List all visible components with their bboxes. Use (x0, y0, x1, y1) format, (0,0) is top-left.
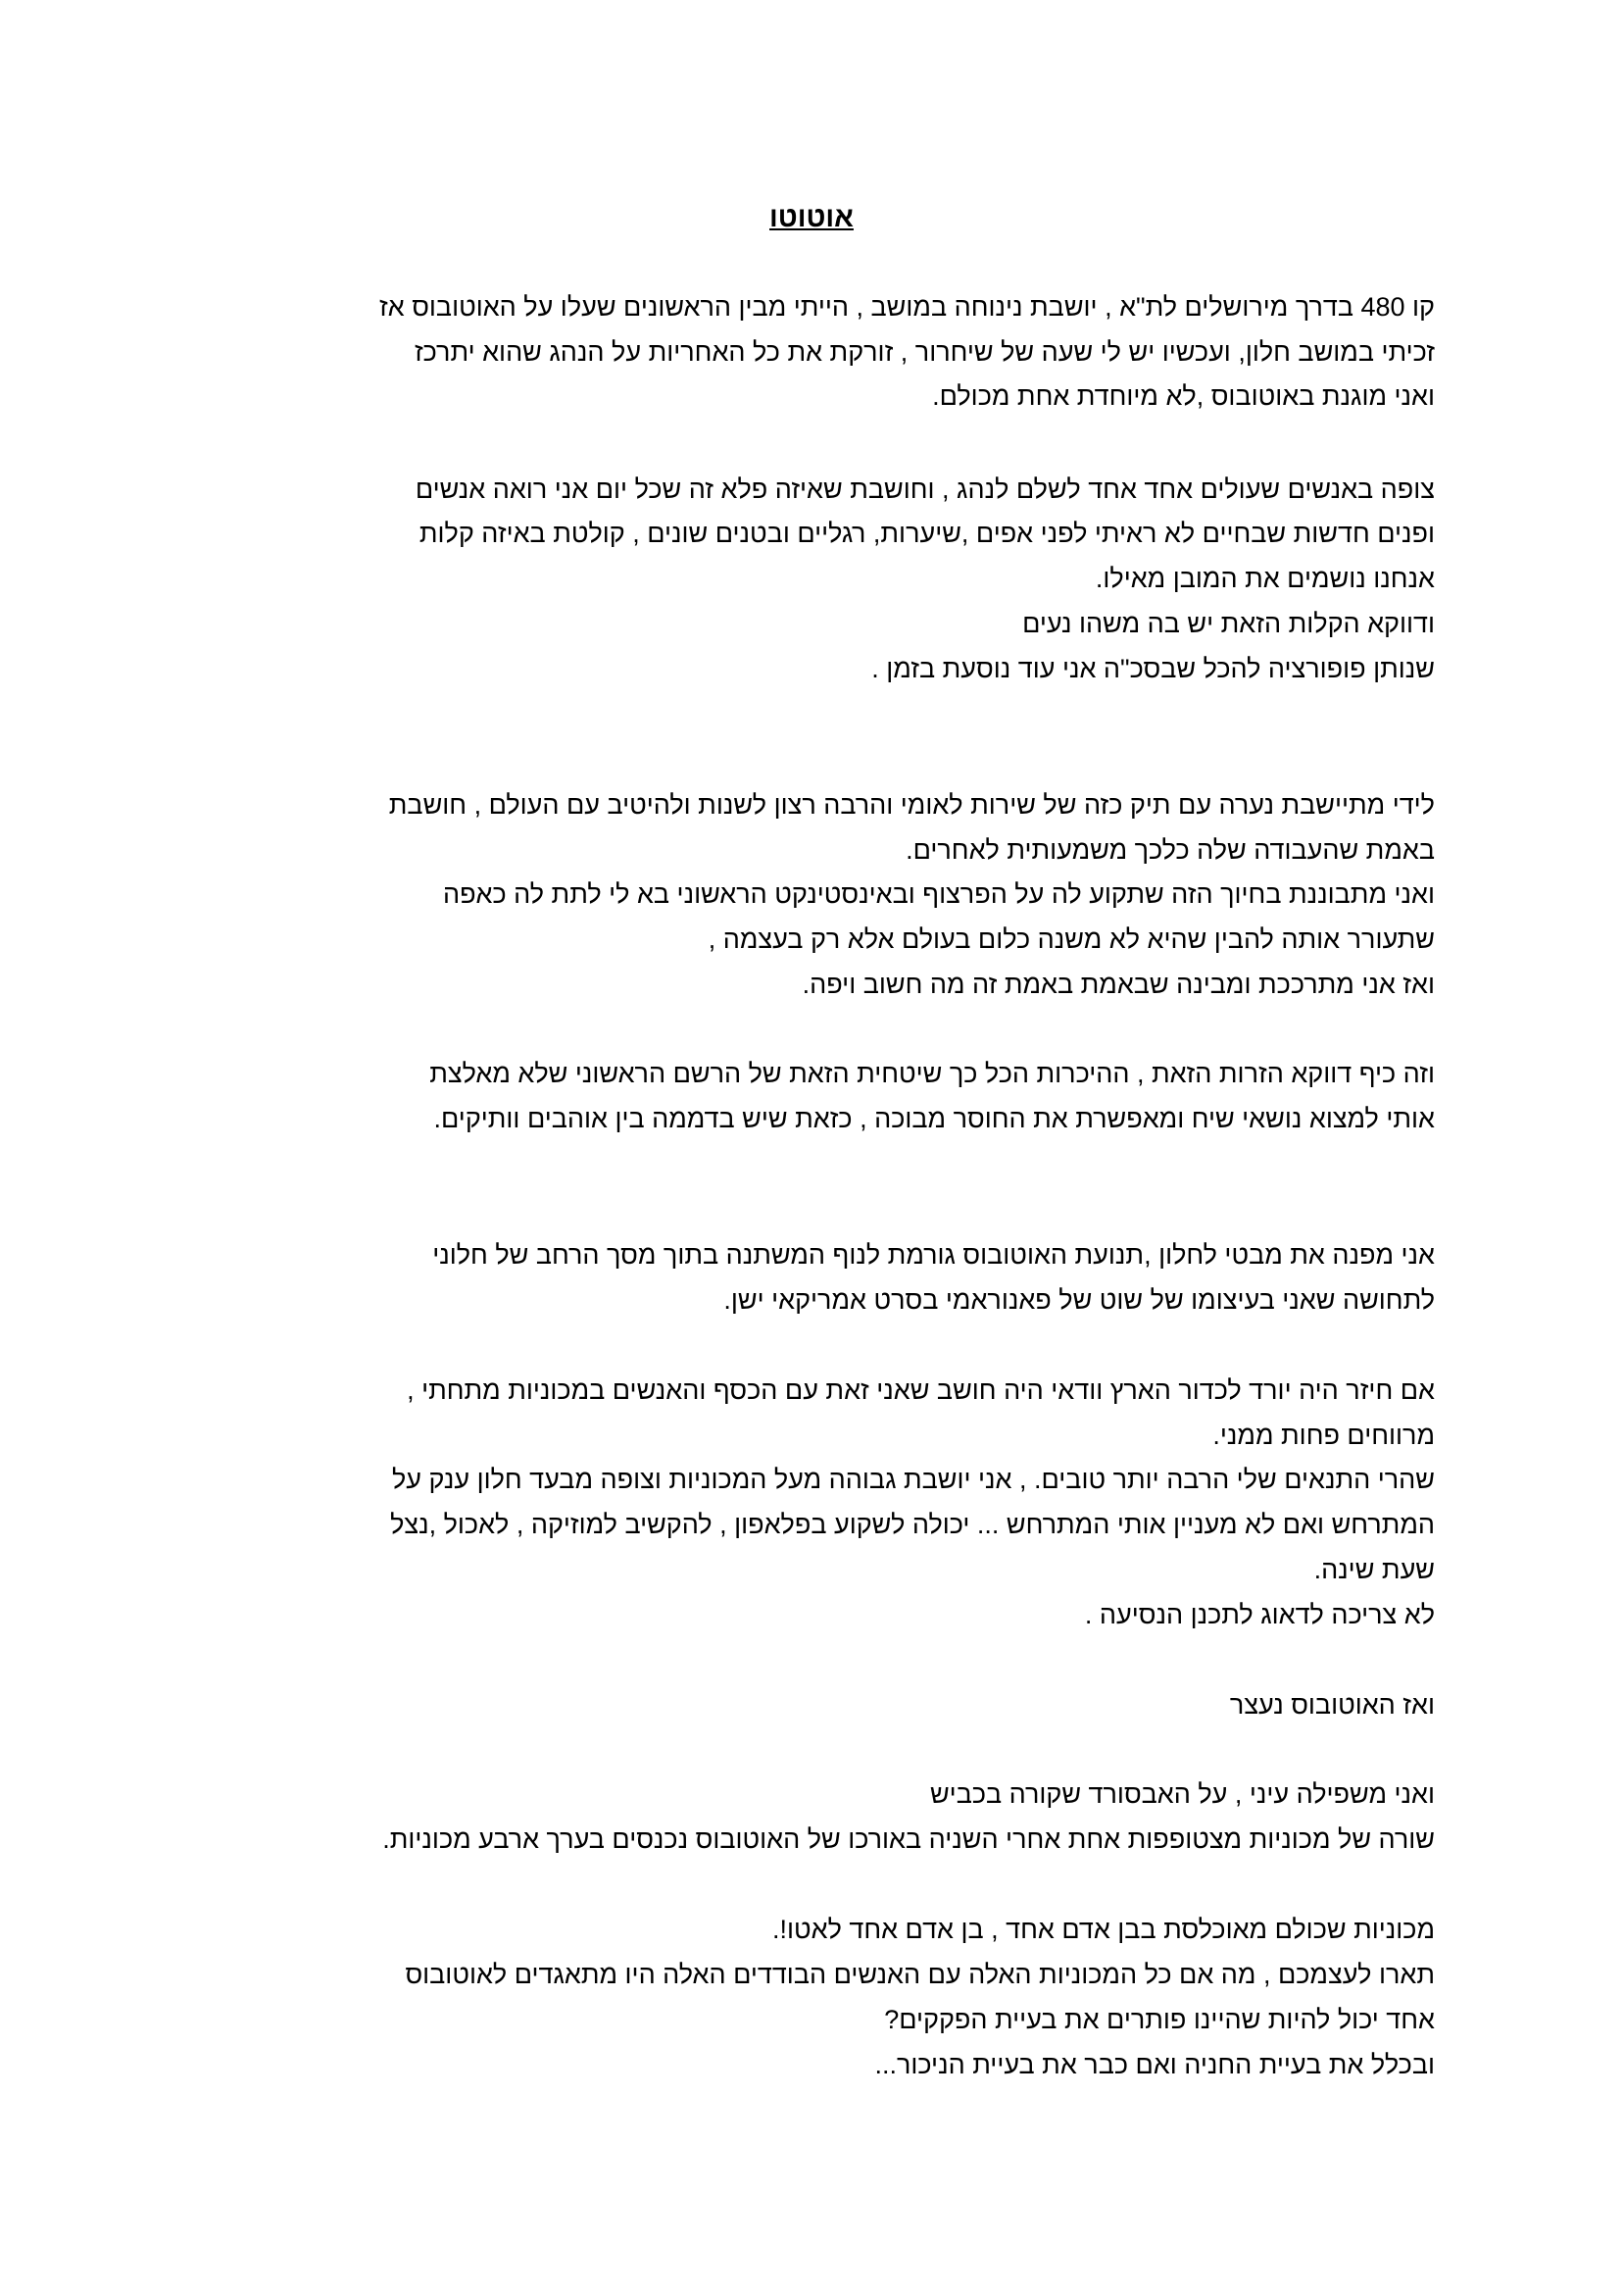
text-line: שתעורר אותה להבין שהיא לא משנה כלום בעולם אלא רק בעצמה , (708, 924, 1435, 954)
text-line: מכוניות שכולם מאוכלסת בבן אדם אחד , בן אדם אחד לאטו!. (771, 1915, 1435, 1944)
document-title: אוטוטו (769, 202, 854, 233)
text-line: אני מפנה את מבטי לחלון ,תנועת האוטובוס גורמת לנוף המשתנה בתוך מסך הרחב של חלוני (432, 1240, 1435, 1270)
text-line: אחד יכול להיות שהיינו פותרים את בעיית הפקקים? (884, 2005, 1435, 2034)
text-line: ופנים חדשות שבחיים לא ראיתי לפני אפים ,שיערות, רגליים ובטנים שונים , קולטת באיזה קלות (418, 519, 1435, 548)
text-line: שורה של מכוניות מצטופפות אחת אחרי השניה באורכו של האוטובוס נכנסים בערך ארבע מכוניות. (382, 1824, 1435, 1854)
text-line: המתרחש ואם לא מעניין אותי המתרחש ... יכולה לשקוע בפלאפון , להקשיב למוזיקה , לאכול ,נצל (390, 1510, 1435, 1539)
text-line: ודווקא הקלות הזאת יש בה משהו נעים (1022, 609, 1435, 638)
text-line: אם חיזר היה יורד לכדור הארץ וודאי היה חושב שאני זאת עם הכסף והאנשים במכוניות מתחתי , (407, 1375, 1435, 1405)
text-line: ואז האוטובוס נעצר (1229, 1690, 1435, 1720)
text-line: שהרי התנאים שלי הרבה יותר טובים. , אני יושבת גבוהה מעל המכוניות וצופה מבעד חלון ענק על (391, 1465, 1435, 1494)
text-line: לא צריכה לדאוג לתכנן הנסיעה . (1084, 1600, 1435, 1629)
text-line: אותי למצוא נושאי שיח ומאפשרת את החוסר מבוכה , כזאת שיש בדממה בין אוהבים וותיקים. (433, 1104, 1435, 1133)
text-line: לידי מתיישבת נערה עם תיק כזה של שירות לאומי והרבה רצון לשנות ולהיטיב עם העולם , חושבת (388, 790, 1435, 820)
text-line: מרווחים פחות ממני. (1212, 1421, 1435, 1450)
text-line: ואני מתבוננת בחיוך הזה שתקוע לה על הפרצוף ובאינסטינקט הראשוני בא לי לתת לה כאפה (442, 879, 1435, 909)
text-line: וזה כיף דווקא הזרות הזאת , ההיכרות הכל כך שיטחית הזאת של הרשם הראשוני שלא מאלצת (429, 1059, 1435, 1088)
text-line: לתחושה שאני בעיצומו של שוט של פאנוראמי בסרט אמריקאי ישן. (723, 1285, 1435, 1315)
text-line: באמת שהעבודה שלה כלכך משמעותית לאחרים. (906, 835, 1435, 865)
text-line: זכיתי במושב חלון, ועכשיו יש לי שעה של שיחרור , זורקת את כל האחריות על הנהג שהוא יתרכז (414, 337, 1435, 367)
text-line: ואז אני מתרככת ומבינה שבאמת באמת זה מה חשוב ויפה. (802, 970, 1435, 999)
text-line: ואני משפילה עיני , על האבסורד שקורה בכביש (929, 1779, 1435, 1809)
text-line: אנחנו נושמים את המובן מאילו. (1095, 564, 1435, 593)
text-line: ואני מוגנת באוטובוס ,לא מיוחדת אחת מכולם. (932, 381, 1435, 411)
text-line: ובכלל את בעיית החניה ואם כבר את בעיית הניכור... (874, 2050, 1435, 2079)
text-line: קו 480 בדרך מירושלים לת"א , יושבת נינוחה במושב , הייתי מבין הראשונים שעלו על האוטובוס אז (379, 292, 1435, 322)
text-line: תארו לעצמכם , מה אם כל המכוניות האלה עם האנשים הבודדים האלה היו מתאגדים לאוטובוס (405, 1960, 1435, 1989)
text-line: שעת שינה. (1313, 1555, 1435, 1584)
text-line: שנותן פופורציה להכל שבסכ"ה אני עוד נוסעת בזמן . (871, 654, 1435, 683)
text-line: צופה באנשים שעולים אחד אחד לשלם לנהג , וחושבת שאיזה פלא זה שכל יום אני רואה אנשים (415, 474, 1435, 504)
